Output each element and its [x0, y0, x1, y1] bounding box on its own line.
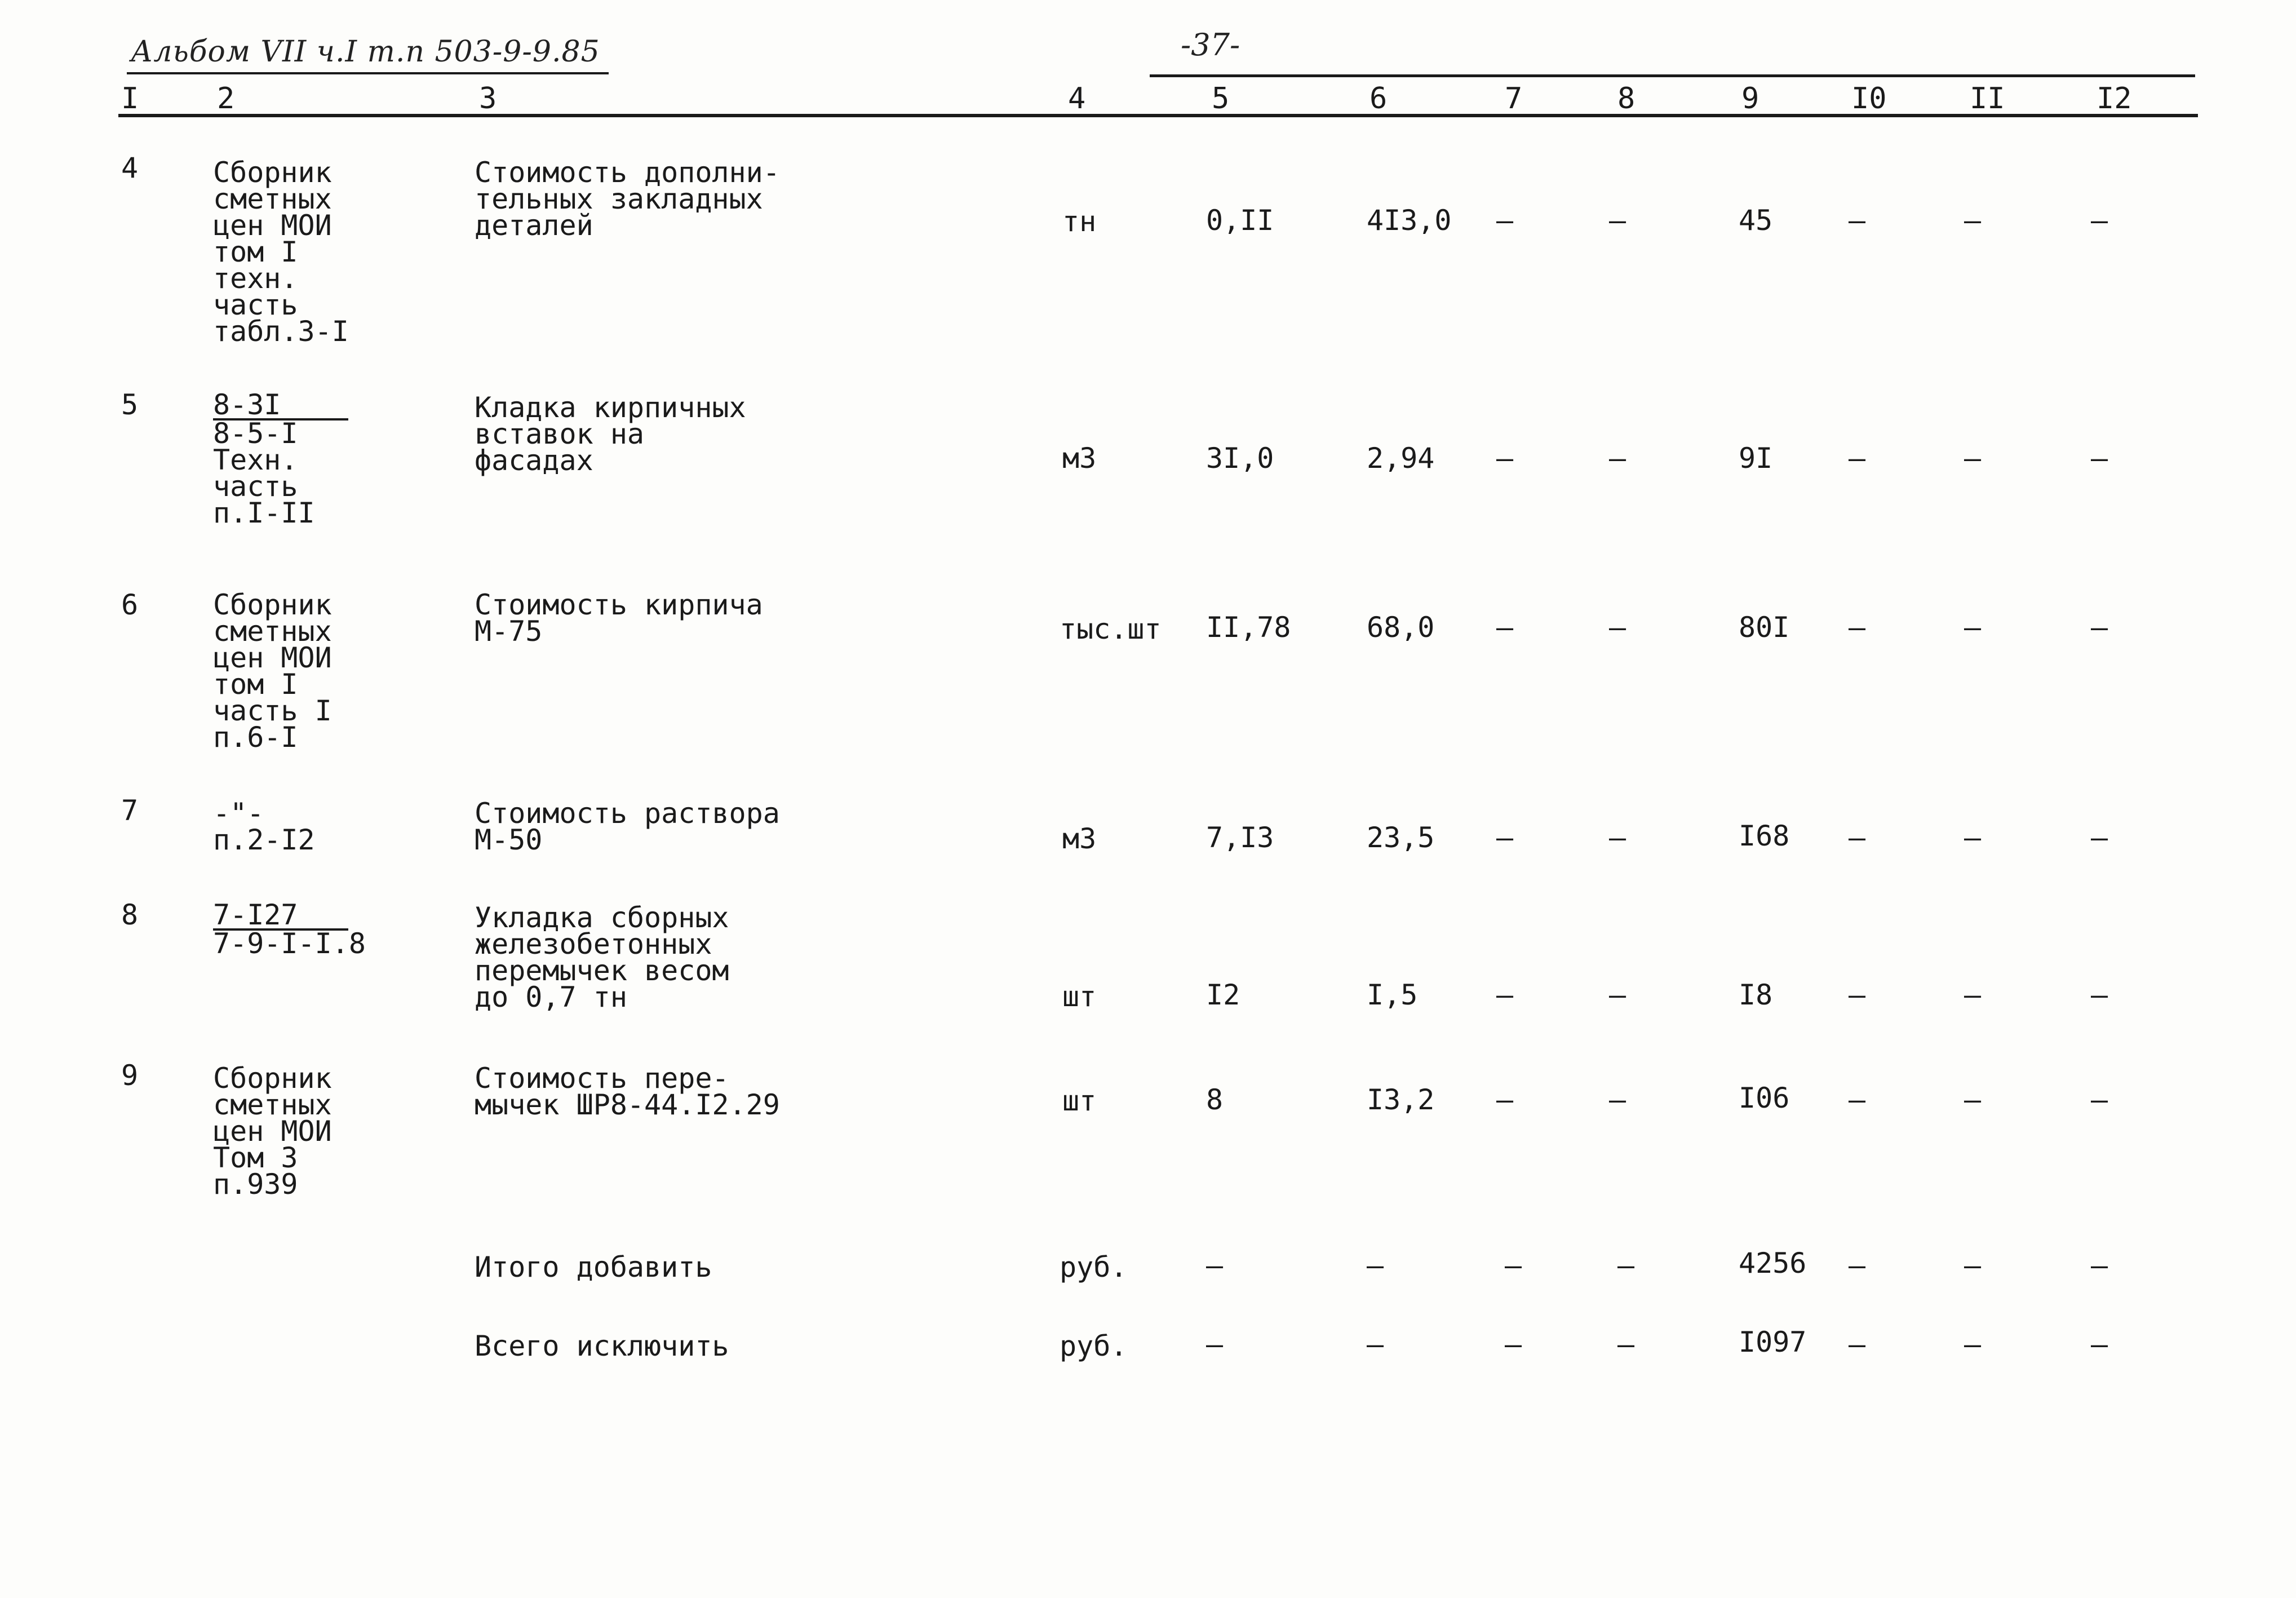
row-col10: – [1849, 821, 1866, 854]
reference-numerator: 8-3I [213, 392, 348, 420]
total-exclude-col9: I097 [1739, 1326, 1807, 1358]
row-unit: м3 [1062, 822, 1097, 855]
row-col5: 8 [1206, 1083, 1224, 1116]
total-add-col5: – [1206, 1249, 1224, 1282]
row-col8: – [1609, 821, 1626, 854]
row-description: Кладка кирпичных вставок на фасадах [475, 391, 746, 477]
column-number-6: 6 [1369, 82, 1388, 116]
row-description: Стоимость раствора М-50 [475, 797, 780, 856]
row-number: 6 [121, 588, 139, 621]
row-col11: – [1964, 821, 1982, 854]
row-reference: Сборник сметных цен МОИ Том 3 п.939 [213, 1062, 332, 1201]
row-col9: I06 [1739, 1082, 1790, 1114]
row-unit: шт [1062, 980, 1097, 1013]
column-number-11: II [1970, 82, 2005, 116]
row-col11: – [1964, 1083, 1982, 1116]
row-col12: – [2091, 442, 2108, 475]
row-col7: – [1496, 979, 1514, 1011]
reference-numerator: 7-I27 [213, 902, 348, 931]
row-col12: – [2091, 204, 2108, 237]
total-add-col9: 4256 [1739, 1247, 1807, 1280]
total-add-col12: – [2091, 1249, 2108, 1282]
column-number-3: 3 [479, 82, 497, 116]
row-reference: Сборник сметных цен МОИ том I техн. часть табл.3-I [213, 156, 349, 348]
row-col12: – [2091, 611, 2108, 644]
row-col11: – [1964, 979, 1982, 1011]
row-col10: – [1849, 979, 1866, 1011]
column-number-9: 9 [1741, 82, 1759, 116]
total-add-col8: – [1617, 1249, 1635, 1282]
total-exclude-col5: – [1206, 1328, 1224, 1361]
row-number: 4 [121, 152, 139, 184]
row-col5: I2 [1206, 979, 1240, 1011]
row-col12: – [2091, 979, 2108, 1011]
total-exclude-col10: – [1849, 1328, 1866, 1361]
row-unit: тн [1062, 205, 1097, 238]
row-number: 5 [121, 388, 139, 421]
column-number-2: 2 [217, 82, 235, 116]
total-add-col10: – [1849, 1249, 1866, 1282]
total-add-col11: – [1964, 1249, 1982, 1282]
row-col6: I,5 [1367, 979, 1418, 1011]
row-col10: – [1849, 442, 1866, 475]
row-description: Стоимость кирпича М-75 [475, 588, 763, 648]
row-col9: 45 [1739, 204, 1773, 237]
row-col8: – [1609, 442, 1626, 475]
row-reference: -"- п.2-I2 [213, 797, 315, 856]
row-description: Стоимость пере- мычек ШР8-44.I2.29 [475, 1062, 780, 1121]
column-number-8: 8 [1617, 82, 1635, 116]
row-col7: – [1496, 611, 1514, 644]
row-col10: – [1849, 204, 1866, 237]
row-col7: – [1496, 204, 1514, 237]
row-col5: 3I,0 [1206, 442, 1274, 475]
total-add-col7: – [1505, 1249, 1522, 1282]
total-exclude-col7: – [1505, 1328, 1522, 1361]
row-col5: II,78 [1206, 611, 1291, 644]
row-col11: – [1964, 204, 1982, 237]
row-col10: – [1849, 1083, 1866, 1116]
row-col12: – [2091, 821, 2108, 854]
row-col9: I8 [1739, 979, 1773, 1011]
row-col5: 0,II [1206, 204, 1274, 237]
row-col11: – [1964, 611, 1982, 644]
row-number: 8 [121, 898, 139, 931]
row-col6: I3,2 [1367, 1083, 1435, 1116]
row-col6: 23,5 [1367, 821, 1435, 854]
row-unit: тыс.шт [1060, 613, 1162, 645]
row-col8: – [1609, 611, 1626, 644]
row-reference: 7-I27 7-9-I-I.8 [213, 898, 366, 960]
column-number-10: I0 [1851, 82, 1887, 116]
row-col6: 2,94 [1367, 442, 1435, 475]
row-col9: I68 [1739, 820, 1790, 852]
row-col7: – [1496, 442, 1514, 475]
total-exclude-col12: – [2091, 1328, 2108, 1361]
row-description: Укладка сборных железобетонных перемычек весом до 0,7 тн [475, 901, 729, 1013]
total-add-col6: – [1367, 1249, 1384, 1282]
total-exclude-col11: – [1964, 1328, 1982, 1361]
row-col6: 68,0 [1367, 611, 1435, 644]
total-add-unit: руб. [1060, 1251, 1128, 1283]
row-col11: – [1964, 442, 1982, 475]
total-exclude-col8: – [1617, 1328, 1635, 1361]
page-number: -37- [1181, 27, 1240, 63]
row-number: 9 [121, 1059, 139, 1092]
row-description: Стоимость дополни- тельных закладных деталей [475, 156, 780, 242]
row-col10: – [1849, 611, 1866, 644]
row-col8: – [1609, 979, 1626, 1011]
row-col8: – [1609, 204, 1626, 237]
column-number-7: 7 [1505, 82, 1523, 116]
column-number-12: I2 [2096, 82, 2132, 116]
column-number-5: 5 [1212, 82, 1230, 116]
header-underline-right [1150, 74, 2195, 77]
column-number-1: I [121, 82, 139, 116]
row-col12: – [2091, 1083, 2108, 1116]
row-reference: Сборник сметных цен МОИ том I часть I п.6-I [213, 588, 332, 754]
album-reference: Альбом VII ч.I т.п 503-9-9.85 [131, 35, 600, 69]
row-number: 7 [121, 794, 139, 827]
column-number-4: 4 [1068, 82, 1086, 116]
total-exclude-unit: руб. [1060, 1330, 1128, 1362]
row-col5: 7,I3 [1206, 821, 1274, 854]
total-add-label: Итого добавить [475, 1251, 712, 1283]
total-exclude-label: Всего исключить [475, 1330, 729, 1362]
row-col9: 9I [1739, 442, 1773, 475]
total-exclude-col6: – [1367, 1328, 1384, 1361]
row-col6: 4I3,0 [1367, 204, 1452, 237]
row-unit: м3 [1062, 442, 1097, 475]
row-col7: – [1496, 1083, 1514, 1116]
row-col9: 80I [1739, 611, 1790, 644]
row-unit: шт [1062, 1084, 1097, 1117]
row-col8: – [1609, 1083, 1626, 1116]
row-col7: – [1496, 821, 1514, 854]
row-reference: 8-3I 8-5-I Техн. часть п.I-II [213, 392, 348, 526]
header-underline-left [127, 72, 609, 74]
